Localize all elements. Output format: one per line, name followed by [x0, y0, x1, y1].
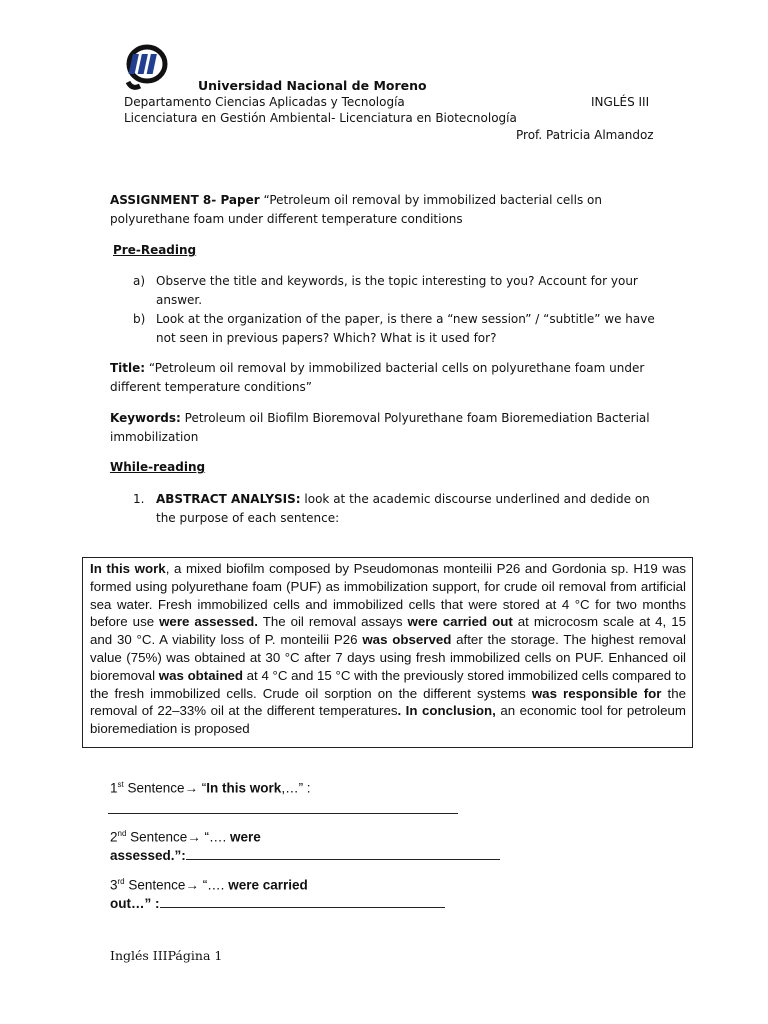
- page-footer: Inglés IIIPágina 1: [110, 948, 223, 963]
- sentence-2-question: 2nd Sentence→ “…. were: [110, 829, 261, 845]
- sentence-2-line2: assessed.”:: [110, 847, 500, 863]
- list-item: b) Look at the organization of the paper, is there a “new session” / “subtitle” we have not seen in previous papers? Which? What is it used for?: [133, 312, 655, 345]
- assignment-heading: [110, 191, 666, 229]
- pre-reading-heading: Pre-Reading: [113, 243, 197, 257]
- sentence-2-answer-line[interactable]: [186, 847, 500, 860]
- list-item: 1. ABSTRACT ANALYSIS: look at the academic discourse underlined and dedide on the purpose of each sentence:: [133, 492, 650, 525]
- university-name: Universidad Nacional de Moreno: [198, 78, 427, 93]
- while-reading-heading: While-reading: [110, 460, 206, 474]
- sentence-3-line2: out…” :: [110, 895, 445, 911]
- sentence-3-question: 3rd Sentence→ “…. were carried: [110, 877, 308, 893]
- assignment-title: “Petroleum oil removal by immobilized bacterial cells on polyurethane foam under different temperature conditions: [110, 193, 602, 226]
- course-name: INGLÉS III: [591, 95, 650, 109]
- list-item: a) Observe the title and keywords, is the topic interesting to you? Account for your answer.: [133, 274, 638, 307]
- title-line: Title: “Petroleum oil removal by immobilized bacterial cells on polyurethane foam under different temperature conditions”: [110, 361, 645, 394]
- careers: Licenciatura en Gestión Ambiental- Licenciatura en Biotecnología: [124, 111, 517, 125]
- pre-reading-list: [133, 272, 663, 348]
- university-logo: [124, 44, 168, 92]
- department: Departamento Ciencias Aplicadas y Tecnología: [124, 95, 405, 109]
- sentence-3-answer-line[interactable]: [160, 895, 445, 908]
- while-reading-list: [133, 490, 663, 528]
- sentence-1-question: 1st Sentence→ “In this work,…” :: [110, 780, 311, 796]
- professor: Prof. Patricia Almandoz: [516, 128, 654, 142]
- sentence-1-answer-line[interactable]: [108, 799, 458, 818]
- assignment-label: ASSIGNMENT 8- Paper: [110, 193, 260, 207]
- abstract-box: In this work, a mixed biofilm composed by Pseudomonas monteilii P26 and Gordonia sp. H19 was formed using polyurethane foam (PUF) as immobilization support, for crude oil removal from artificial sea water. Fresh immobilized cells and immobilized cells that were stored at 4 °C for two months before use were assessed. The oil removal assays were carried out at microcosm scale at 4, 15 and 30 °C. A viability loss of P. monteilii P26 was observed after the storage. The highest removal value (75%) was obtained at 30 °C after 7 days using fresh immobilized cells on PUF. Enhanced oil bioremoval was obtained at 4 °C and 15 °C with the previously stored immobilized cells compared to the fresh immobilized cells. Crude oil sorption on the different systems was responsible for the removal of 22–33% oil at the different temperatures. In conclusion, an economic tool for petroleum bioremediation is proposed: [82, 557, 693, 748]
- keywords-line: Keywords: Petroleum oil Biofilm Bioremoval Polyurethane foam Bioremediation Bacterial immobilization: [110, 411, 650, 444]
